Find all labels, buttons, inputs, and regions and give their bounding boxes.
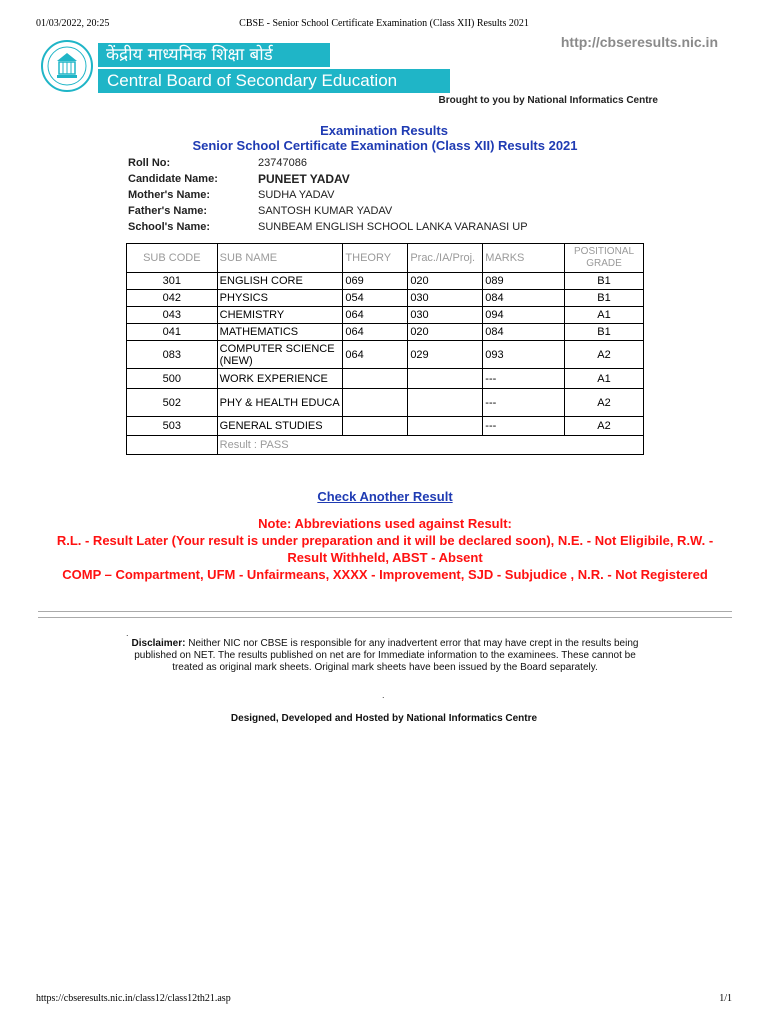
sub-name-cell: PHY & HEALTH EDUCA (217, 389, 343, 417)
theory-cell: 069 (343, 273, 408, 290)
note-title: Note: Abbreviations used against Result: (258, 516, 512, 531)
candidate-name-label: Candidate Name: (128, 173, 218, 185)
mother-name-label: Mother's Name: (128, 189, 211, 201)
practical-cell: 020 (408, 273, 483, 290)
banner-english-title: Central Board of Secondary Education (98, 69, 450, 93)
roll-label: Roll No: (128, 157, 171, 169)
dot-mark: . (126, 628, 129, 638)
result-status: Result : PASS (217, 436, 643, 455)
sub-code-cell: 502 (127, 389, 218, 417)
sub-code-cell: 042 (127, 290, 218, 307)
disclaimer-text: Neither NIC nor CBSE is responsible for any inadvertent error that may have crept in the results being published on NET. The results published on net are for Immediate information to the examinees. These cannot be treated as original mark sheets. Original mark sheets have been issued by the Board separately. (134, 638, 639, 673)
print-datetime: 01/03/2022, 20:25 (36, 18, 110, 29)
theory-cell (343, 389, 408, 417)
sub-name-cell: CHEMISTRY (217, 307, 343, 324)
grade-cell: A2 (565, 389, 644, 417)
practical-cell: 029 (408, 341, 483, 369)
marks-cell: --- (483, 369, 565, 389)
candidate-name-value: PUNEET YADAV (258, 172, 350, 186)
father-name-value: SANTOSH KUMAR YADAV (258, 205, 393, 217)
sub-name-cell: WORK EXPERIENCE (217, 369, 343, 389)
sub-code-cell: 083 (127, 341, 218, 369)
mother-name-value: SUDHA YADAV (258, 189, 335, 201)
table-row (127, 369, 644, 389)
school-name-label: School's Name: (128, 221, 211, 233)
sub-code-cell: 043 (127, 307, 218, 324)
sub-code-cell: 041 (127, 324, 218, 341)
check-another-result-link[interactable]: Check Another Result (317, 489, 453, 504)
theory-cell: 064 (343, 341, 408, 369)
practical-cell (408, 417, 483, 436)
marks-table-header (127, 244, 644, 273)
disclaimer-label: Disclaimer: (131, 638, 186, 649)
divider (38, 611, 732, 612)
sub-name-cell: COMPUTER SCIENCE (NEW) (217, 341, 343, 369)
header-practical: Prac./IA/Proj. (408, 244, 483, 273)
marks-cell: 084 (483, 324, 565, 341)
disclaimer (120, 638, 650, 674)
brought-by-text: Brought to you by National Informatics Centre (438, 95, 658, 106)
header-positional-grade: POSITIONAL GRADE (565, 244, 644, 273)
sub-name-cell: GENERAL STUDIES (217, 417, 343, 436)
designed-by-text: Designed, Developed and Hosted by National Informatics Centre (230, 713, 538, 724)
note-line-2: COMP – Compartment, UFM - Unfairmeans, XXXX - Improvement, SJD - Subjudice , N.R. - Not Registered (62, 567, 708, 582)
sub-code-cell: 503 (127, 417, 218, 436)
divider (38, 617, 732, 618)
school-name-value: SUNBEAM ENGLISH SCHOOL LANKA VARANASI UP (258, 221, 528, 233)
theory-cell: 054 (343, 290, 408, 307)
theory-cell: 064 (343, 307, 408, 324)
grade-cell: B1 (565, 290, 644, 307)
marks-cell: 089 (483, 273, 565, 290)
print-footer-url: https://cbseresults.nic.in/class12/class12th21.asp (36, 993, 231, 1004)
exam-subtitle: Senior School Certificate Examination (Class XII) Results 2021 (192, 138, 578, 153)
note-line-1: R.L. - Result Later (Your result is under preparation and it will be declared soon), N.E. - Not Eligibile, R.W. - Result Withheld, ABST - Absent (56, 533, 714, 565)
table-row (127, 341, 644, 369)
marks-cell: --- (483, 389, 565, 417)
marks-cell: --- (483, 417, 565, 436)
table-row (127, 417, 644, 436)
header-theory: THEORY (343, 244, 408, 273)
table-row (127, 324, 644, 341)
table-row (127, 273, 644, 290)
result-empty-cell (127, 436, 218, 455)
exam-title: Examination Results (320, 123, 448, 138)
grade-cell: A1 (565, 307, 644, 324)
theory-cell (343, 417, 408, 436)
grade-cell: A2 (565, 417, 644, 436)
cbse-logo-icon (40, 39, 94, 93)
print-page-title: CBSE - Senior School Certificate Examination (Class XII) Results 2021 (239, 18, 529, 29)
header-sub-code: SUB CODE (127, 244, 218, 273)
marks-cell: 093 (483, 341, 565, 369)
practical-cell: 020 (408, 324, 483, 341)
header-marks: MARKS (483, 244, 565, 273)
sub-name-cell: ENGLISH CORE (217, 273, 343, 290)
header-sub-name: SUB NAME (217, 244, 343, 273)
theory-cell (343, 369, 408, 389)
grade-cell: A1 (565, 369, 644, 389)
grade-cell: A2 (565, 341, 644, 369)
practical-cell (408, 369, 483, 389)
result-row (127, 436, 644, 455)
sub-name-cell: PHYSICS (217, 290, 343, 307)
sub-name-cell: MATHEMATICS (217, 324, 343, 341)
table-row (127, 307, 644, 324)
grade-cell: B1 (565, 324, 644, 341)
practical-cell: 030 (408, 307, 483, 324)
abbreviations-note (40, 515, 730, 583)
print-footer-page: 1/1 (719, 993, 732, 1004)
marks-cell: 084 (483, 290, 565, 307)
table-row (127, 290, 644, 307)
sub-code-cell: 500 (127, 369, 218, 389)
practical-cell (408, 389, 483, 417)
father-name-label: Father's Name: (128, 205, 208, 217)
dot-mark: . (382, 690, 385, 700)
banner-hindi-title: केंद्रीय माध्यमिक शिक्षा बोर्ड (98, 43, 330, 67)
sub-code-cell: 301 (127, 273, 218, 290)
theory-cell: 064 (343, 324, 408, 341)
marks-cell: 094 (483, 307, 565, 324)
roll-value: 23747086 (258, 157, 307, 169)
practical-cell: 030 (408, 290, 483, 307)
site-url[interactable]: http://cbseresults.nic.in (560, 34, 718, 50)
table-row (127, 389, 644, 417)
marks-table (126, 243, 644, 455)
grade-cell: B1 (565, 273, 644, 290)
